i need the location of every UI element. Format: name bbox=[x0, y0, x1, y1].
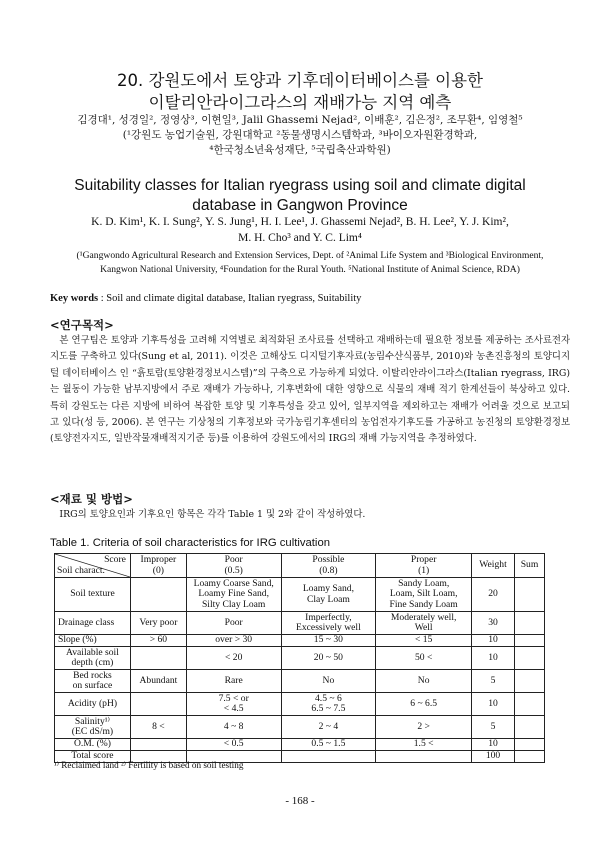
cell-sum bbox=[514, 739, 544, 751]
english-title-line-2: database in Gangwon Province bbox=[192, 197, 408, 214]
cell-proper: 1.5 < bbox=[376, 739, 472, 751]
cell-possible bbox=[281, 751, 376, 763]
cell-sum bbox=[514, 670, 544, 693]
cell-poor: 4 ~ 8 bbox=[186, 716, 281, 739]
cell-improper bbox=[130, 693, 186, 716]
cell-poor: Rare bbox=[186, 670, 281, 693]
table-row bbox=[55, 670, 545, 693]
cell-proper: 2 > bbox=[376, 716, 472, 739]
section-methods-title: <재료 및 방법> bbox=[50, 492, 133, 506]
english-authors bbox=[0, 214, 600, 246]
english-authors-line-1: K. D. Kim¹, K. I. Sung², Y. S. Jung¹, H. I. Lee¹, J. Ghassemi Nejad², B. H. Lee², Y. J. Kim², bbox=[91, 216, 509, 228]
cell-weight: 5 bbox=[472, 670, 515, 693]
section-purpose-text: 본 연구팀은 토양과 기후특성을 고려해 지역별로 최적화된 조사료를 선택하고 재배하는데 필요한 정보를 제공하는 조사료전자지도를 구축하고 있다(Sung et al, 2011). 이것은 고해상도 디지털기후자료(농림수산식품부, 2010)와 농촌진흥청의 토양디지털 데이터베이스 인 “흙토람(토양환경정보시스템)”의 구축으로 가능하게 되었다. 이탈리안라이그라스(Italian ryegrass, IRG)는 월동이 가능한 남부지방에서 주로 재배가 가능하나, 기후변화에 대한 영향으로 식물의 재배 적기 한계선들이 북상하고 있다. 특히 강원도는 다른 지방에 비하여 복잡한 토양 및 기후특성을 갖고 있어, 일부지역을 제외하고는 재배가 어려울 것으로 보고되고 있다(성 등, 2006). 본 연구는 기상청의 기후정보와 국가농림기후센터의 농업전자기후도를 가공하고 농진청의 토양환경정보(토양전자지도, 일반작물재배적지기준 등)를 이용하여 강원도에서의 IRG의 재배 가능지역을 추정하였다. bbox=[50, 335, 570, 445]
english-affiliations-line-2: Kangwon National University, ⁴Foundation for the Rural Youth. ⁵National Institute of Animal Science, RDA) bbox=[100, 264, 520, 275]
table-row bbox=[55, 578, 545, 612]
table-row bbox=[55, 693, 545, 716]
keywords bbox=[50, 292, 570, 306]
keywords-text: : Soil and climate digital database, Italian ryegrass, Suitability bbox=[98, 293, 362, 304]
section-purpose-title: <연구목적> bbox=[50, 318, 114, 332]
cell-improper bbox=[130, 647, 186, 670]
cell-possible: 4.5 ~ 6 6.5 ~ 7.5 bbox=[281, 693, 376, 716]
cell-poor: 7.5 < or < 4.5 bbox=[186, 693, 281, 716]
cell-weight: 10 bbox=[472, 739, 515, 751]
cell-weight: 10 bbox=[472, 693, 515, 716]
cell-possible: 15 ~ 30 bbox=[281, 635, 376, 647]
cell-possible: Imperfectly, Excessively well bbox=[281, 612, 376, 635]
korean-title bbox=[0, 70, 600, 114]
cell-possible: Loamy Sand, Clay Loam bbox=[281, 578, 376, 612]
korean-authors bbox=[0, 113, 600, 158]
page-number: - 168 - bbox=[285, 795, 315, 807]
cell-weight: 100 bbox=[472, 751, 515, 763]
table-row bbox=[55, 739, 545, 751]
cell-possible: No bbox=[281, 670, 376, 693]
header-possible: Possible (0.8) bbox=[281, 554, 376, 578]
cell-sum bbox=[514, 716, 544, 739]
cell-weight: 5 bbox=[472, 716, 515, 739]
cell-improper bbox=[130, 578, 186, 612]
row-label: Slope (%) bbox=[55, 635, 131, 647]
cell-poor: Poor bbox=[186, 612, 281, 635]
cell-improper: 8 < bbox=[130, 716, 186, 739]
row-label: Bed rocks on surface bbox=[55, 670, 131, 693]
english-affiliations-line-1: (¹Gangwondo Agricultural Research and Extension Services, Dept. of ²Animal Life System and ³Biological Environment, bbox=[76, 250, 544, 261]
header-charact-label: Soil charact. bbox=[57, 564, 105, 576]
cell-sum bbox=[514, 612, 544, 635]
cell-improper: > 60 bbox=[130, 635, 186, 647]
header-poor: Poor (0.5) bbox=[186, 554, 281, 578]
english-authors-line-2: M. H. Cho³ and Y. C. Lim⁴ bbox=[238, 232, 362, 244]
header-weight: Weight bbox=[472, 554, 515, 578]
header-diagonal-cell bbox=[55, 554, 131, 578]
cell-sum bbox=[514, 635, 544, 647]
section-methods-text: IRG의 토양요인과 기후요인 항목은 각각 Table 1 및 2와 같이 작성하였다. bbox=[59, 509, 366, 520]
row-label: Acidity (pH) bbox=[55, 693, 131, 716]
table-footnote: ¹⁾ Reclaimed land ²⁾ Fertility is based on soil testing bbox=[54, 760, 244, 770]
table-row bbox=[55, 612, 545, 635]
cell-poor: over > 30 bbox=[186, 635, 281, 647]
english-affiliations bbox=[50, 249, 570, 277]
cell-possible: 0.5 ~ 1.5 bbox=[281, 739, 376, 751]
cell-poor: < 20 bbox=[186, 647, 281, 670]
header-sum: Sum bbox=[514, 554, 544, 578]
cell-weight: 30 bbox=[472, 612, 515, 635]
cell-weight: 20 bbox=[472, 578, 515, 612]
table-header-row bbox=[55, 554, 545, 578]
soil-criteria-table bbox=[54, 553, 545, 763]
cell-proper: 6 ~ 6.5 bbox=[376, 693, 472, 716]
table-row bbox=[55, 635, 545, 647]
cell-poor: < 0.5 bbox=[186, 739, 281, 751]
cell-weight: 10 bbox=[472, 647, 515, 670]
cell-proper: No bbox=[376, 670, 472, 693]
cell-proper: Moderately well, Well bbox=[376, 612, 472, 635]
row-label: Drainage class bbox=[55, 612, 131, 635]
korean-title-line-1: 20. 강원도에서 토양과 기후데이터베이스를 이용한 bbox=[117, 71, 483, 90]
cell-proper: < 15 bbox=[376, 635, 472, 647]
cell-poor: Loamy Coarse Sand, Loamy Fine Sand, Silty Clay Loam bbox=[186, 578, 281, 612]
table-title: Table 1. Criteria of soil characteristics for IRG cultivation bbox=[50, 537, 331, 549]
row-label: Soil texture bbox=[55, 578, 131, 612]
table-row bbox=[55, 716, 545, 739]
cell-weight: 10 bbox=[472, 635, 515, 647]
cell-sum bbox=[514, 751, 544, 763]
cell-possible: 20 ~ 50 bbox=[281, 647, 376, 670]
english-title bbox=[0, 176, 600, 216]
cell-improper: Very poor bbox=[130, 612, 186, 635]
header-score-label: Score bbox=[104, 554, 126, 565]
cell-sum bbox=[514, 647, 544, 670]
cell-improper bbox=[130, 739, 186, 751]
cell-proper bbox=[376, 751, 472, 763]
korean-authors-line-2: (¹강원도 농업기술원, 강원대학교 ²동물생명시스템학과, ³바이오자원환경학과, bbox=[122, 129, 478, 141]
row-label: Available soil depth (cm) bbox=[55, 647, 131, 670]
row-label: O.M. (%) bbox=[55, 739, 131, 751]
row-label: Total score bbox=[55, 751, 131, 763]
keywords-label: Key words bbox=[50, 293, 99, 304]
cell-sum bbox=[514, 578, 544, 612]
header-improper: Improper (0) bbox=[130, 554, 186, 578]
cell-proper: 50 < bbox=[376, 647, 472, 670]
row-label: Salinity¹⁾ (EC dS/m) bbox=[55, 716, 131, 739]
english-title-line-1: Suitability classes for Italian ryegrass using soil and climate digital bbox=[74, 177, 526, 194]
table-row bbox=[55, 647, 545, 670]
cell-possible: 2 ~ 4 bbox=[281, 716, 376, 739]
cell-improper: Abundant bbox=[130, 670, 186, 693]
korean-title-line-2: 이탈리안라이그라스의 재배가능 지역 예측 bbox=[148, 93, 452, 112]
cell-sum bbox=[514, 693, 544, 716]
cell-proper: Sandy Loam, Loam, Silt Loam, Fine Sandy Loam bbox=[376, 578, 472, 612]
korean-authors-line-3: ⁴한국청소년육성재단, ⁵국립축산과학원) bbox=[209, 144, 391, 156]
korean-authors-line-1: 김경대¹, 성경일², 정영상³, 이현일³, Jalil Ghassemi Nejad², 이배훈², 김은정², 조무환⁴, 임영철⁵ bbox=[77, 114, 523, 126]
header-proper: Proper (1) bbox=[376, 554, 472, 578]
